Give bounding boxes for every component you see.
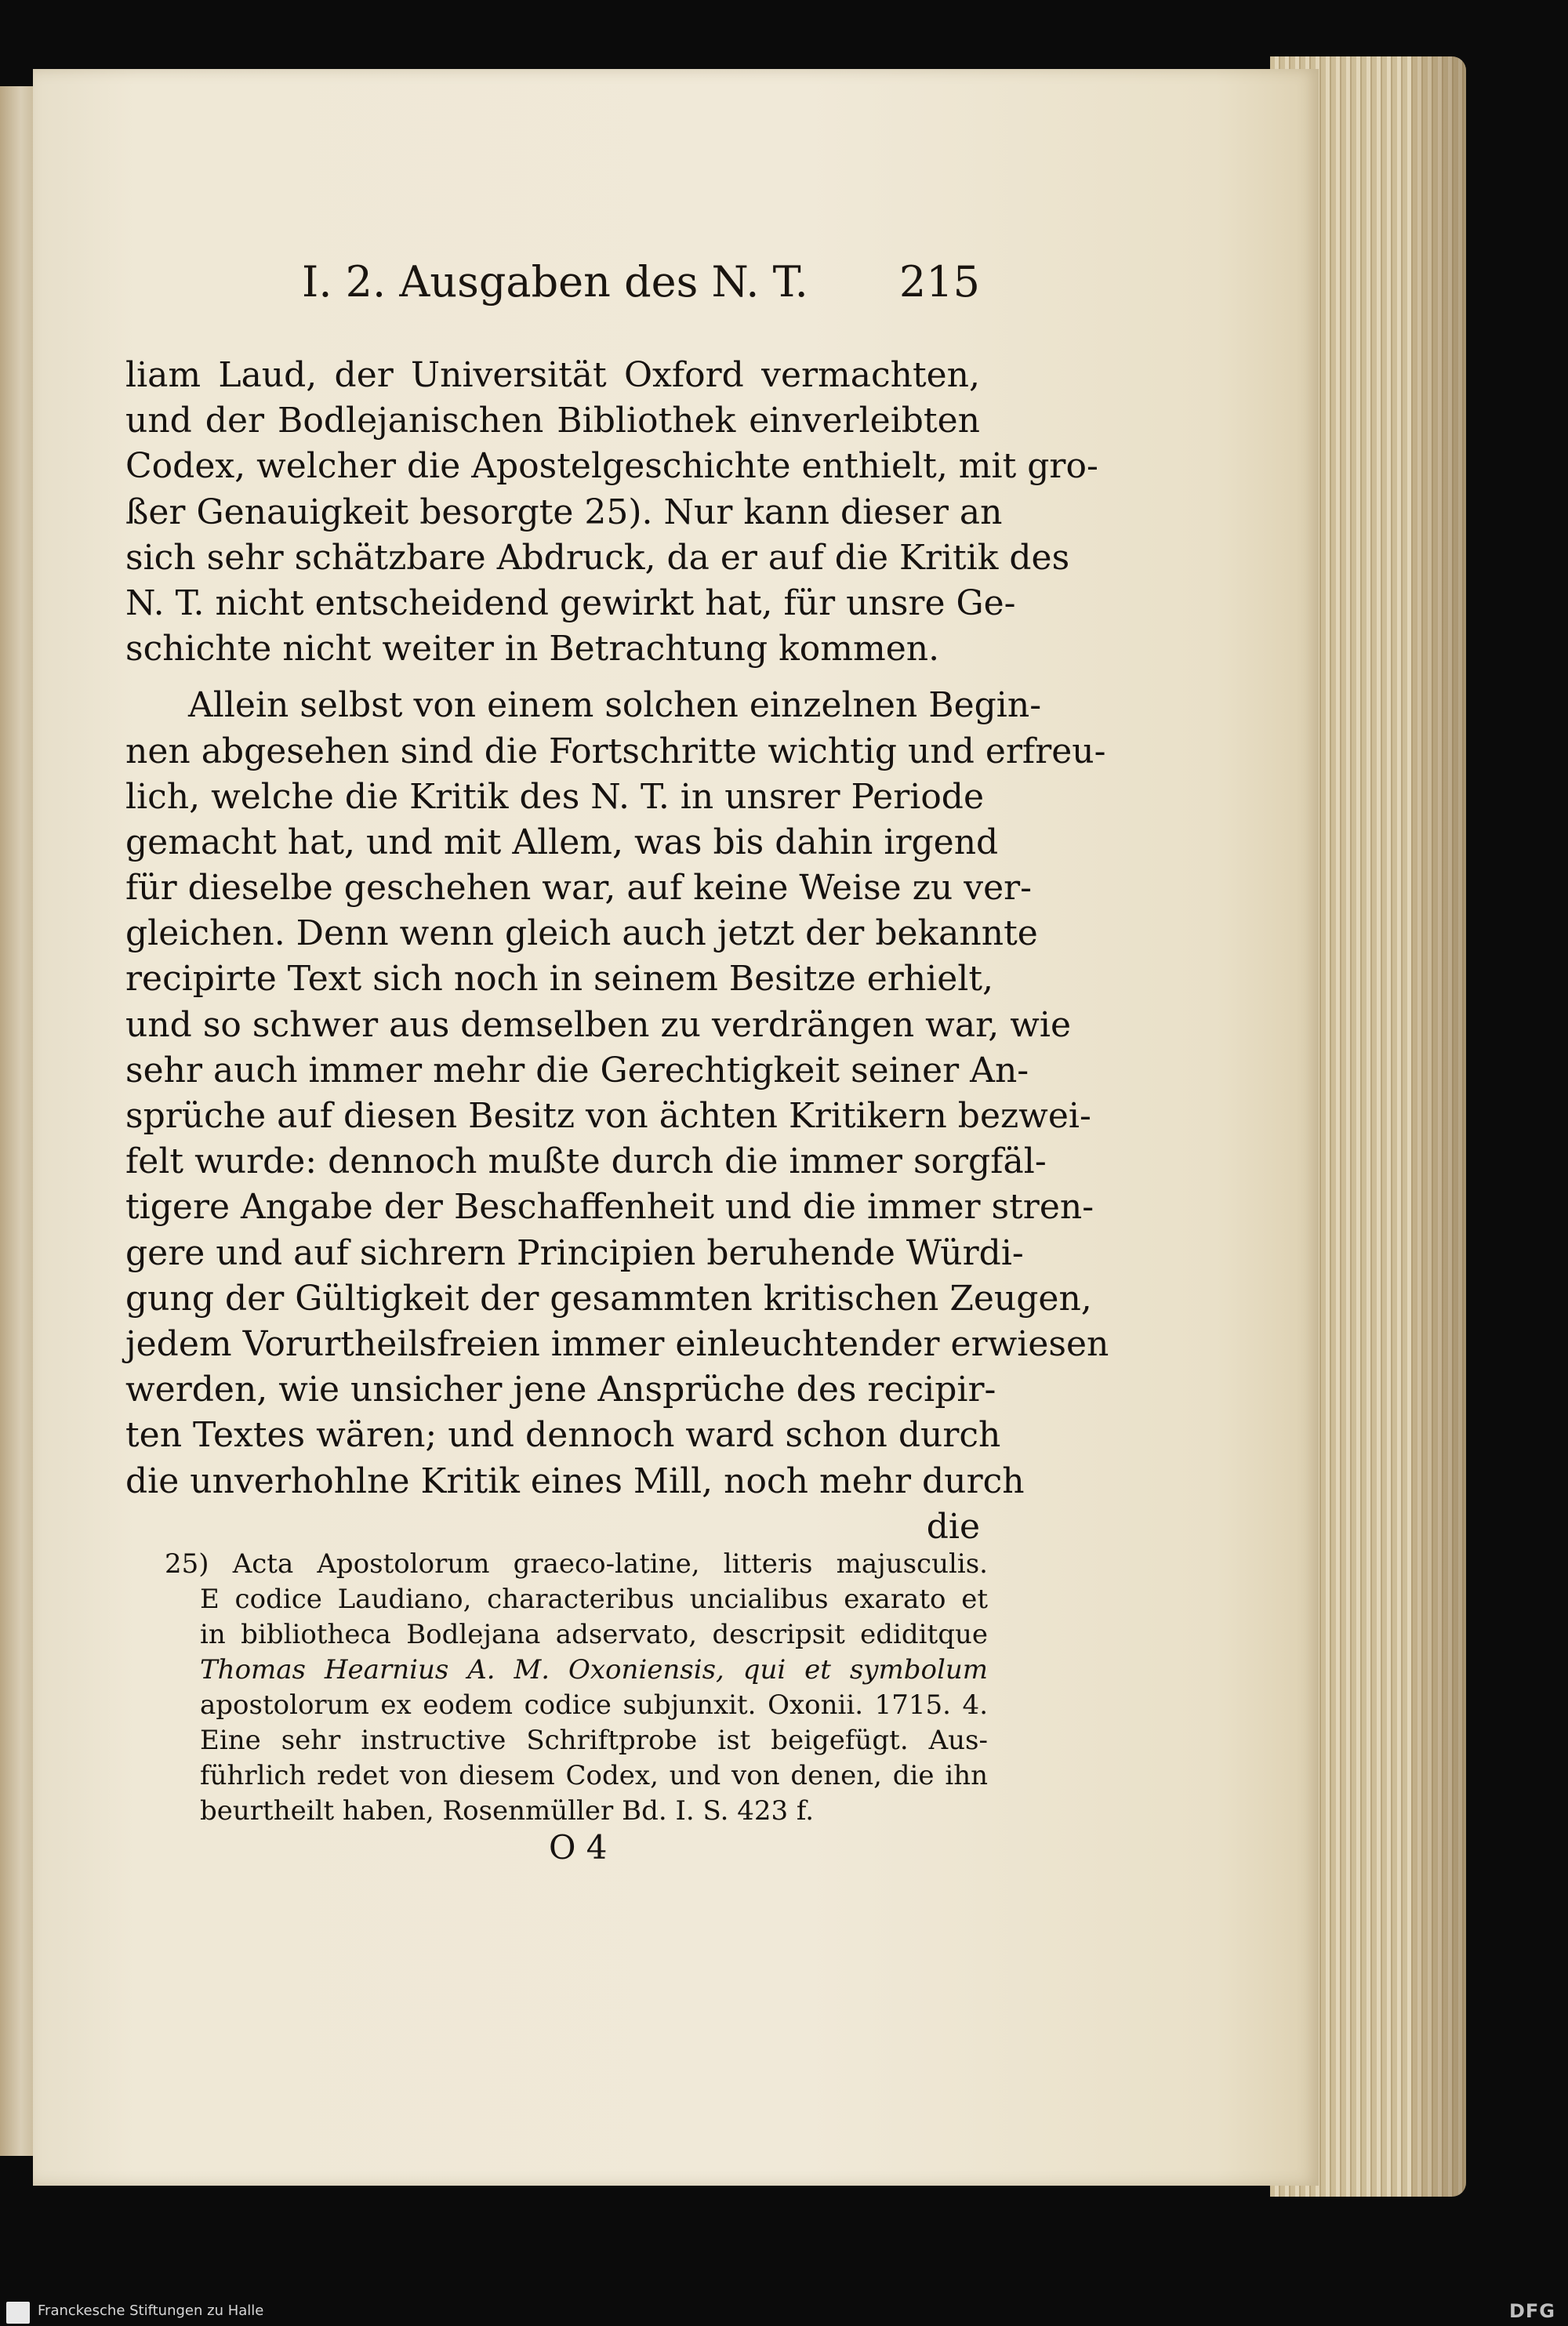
catchword: die — [926, 1506, 980, 1547]
text-line: ten Textes wären; und dennoch ward schon durch — [125, 1415, 1001, 1456]
text-line: und so schwer aus demselben zu verdrängen war, wie — [125, 1004, 1072, 1045]
page-number: 215 — [898, 257, 980, 307]
funder-logo: DFG — [1508, 2300, 1555, 2322]
text-line: felt wurde: dennoch mußte durch die immer sorgfäl- — [125, 1141, 1047, 1182]
text-line: jedem Vorurtheilsfreien immer einleuchtender erwiesen — [125, 1323, 1109, 1364]
text-line: gemacht hat, und mit Allem, was bis dahin irgend — [125, 822, 999, 862]
footnote-line: in bibliotheca Bodlejana adservato, descripsit ediditque — [200, 1619, 988, 1650]
text-line: tigere Angabe der Beschaffenheit und die immer stren- — [125, 1187, 1094, 1228]
footnote — [165, 1547, 988, 1829]
footnote-line: 25) Acta Apostolorum graeco-latine, litteris majusculis. — [165, 1548, 988, 1580]
text-line: lich, welche die Kritik des N. T. in unsrer Periode — [125, 776, 985, 817]
text-line: sprüche auf diesen Besitz von ächten Kritikern bezwei- — [125, 1096, 1091, 1136]
text-line: und der Bodlejanischen Bibliothek einverleibten — [125, 401, 980, 441]
text-line: gung der Gültigkeit der gesammten kritischen Zeugen, — [125, 1278, 1092, 1319]
text-line: Allein selbst von einem solchen einzelnen Begin- — [188, 685, 1042, 726]
text-line: Codex, welcher die Apostelgeschichte enthielt, mit gro- — [125, 446, 1098, 487]
text-line: nen abgesehen sind die Fortschritte wichtig und erfreu- — [125, 731, 1106, 771]
text-line: die unverhohlne Kritik eines Mill, noch mehr durch — [125, 1461, 1025, 1501]
text-line: sich sehr schätzbare Abdruck, da er auf die Kritik des — [125, 537, 1070, 578]
text-line: gere und auf sichrern Principien beruhende Würdi- — [125, 1232, 1024, 1273]
body-text — [125, 353, 1109, 1550]
text-line: recipirte Text sich noch in seinem Besitze erhielt, — [125, 959, 993, 1000]
running-header — [125, 257, 980, 320]
footnote-line: Thomas Hearnius A. M. Oxoniensis, qui et symbolum — [200, 1654, 988, 1686]
footnote-line: führlich redet von diesem Codex, und von denen, die ihn — [200, 1760, 988, 1791]
signature-mark: O 4 — [549, 1828, 608, 1867]
text-line: N. T. nicht entscheidend gewirkt hat, für unsre Ge- — [125, 582, 1016, 623]
text-line: liam Laud, der Universität Oxford vermachten, — [125, 355, 980, 395]
text-line: sehr auch immer mehr die Gerechtigkeit seiner An- — [125, 1050, 1029, 1090]
footnote-line: apostolorum ex eodem codice subjunxit. Oxonii. 1715. 4. — [200, 1689, 988, 1721]
left-page-edge — [0, 86, 34, 2156]
running-head-title: I. 2. Ausgaben des N. T. — [302, 257, 808, 307]
footnote-line: beurtheilt haben, Rosenmüller Bd. I. S. 423 f. — [200, 1795, 815, 1827]
viewer-footer — [0, 2297, 1568, 2326]
text-line: schichte nicht weiter in Betrachtung kommen. — [125, 629, 940, 669]
institution-logo-icon — [6, 2302, 30, 2324]
text-line: für dieselbe geschehen war, auf keine Weise zu ver- — [125, 868, 1033, 909]
text-line: werden, wie unsicher jene Ansprüche des recipir- — [125, 1370, 996, 1410]
text-line: ßer Genauigkeit besorgte 25). Nur kann dieser an — [125, 492, 1003, 532]
institution-name: Franckesche Stiftungen zu Halle — [38, 2302, 264, 2319]
footnote-line: E codice Laudiano, characteribus uncialibus exarato et — [200, 1584, 988, 1615]
text-line: gleichen. Denn wenn gleich auch jetzt der bekannte — [125, 913, 1038, 954]
footnote-line: Eine sehr instructive Schriftprobe ist beigefügt. Aus- — [200, 1725, 988, 1756]
